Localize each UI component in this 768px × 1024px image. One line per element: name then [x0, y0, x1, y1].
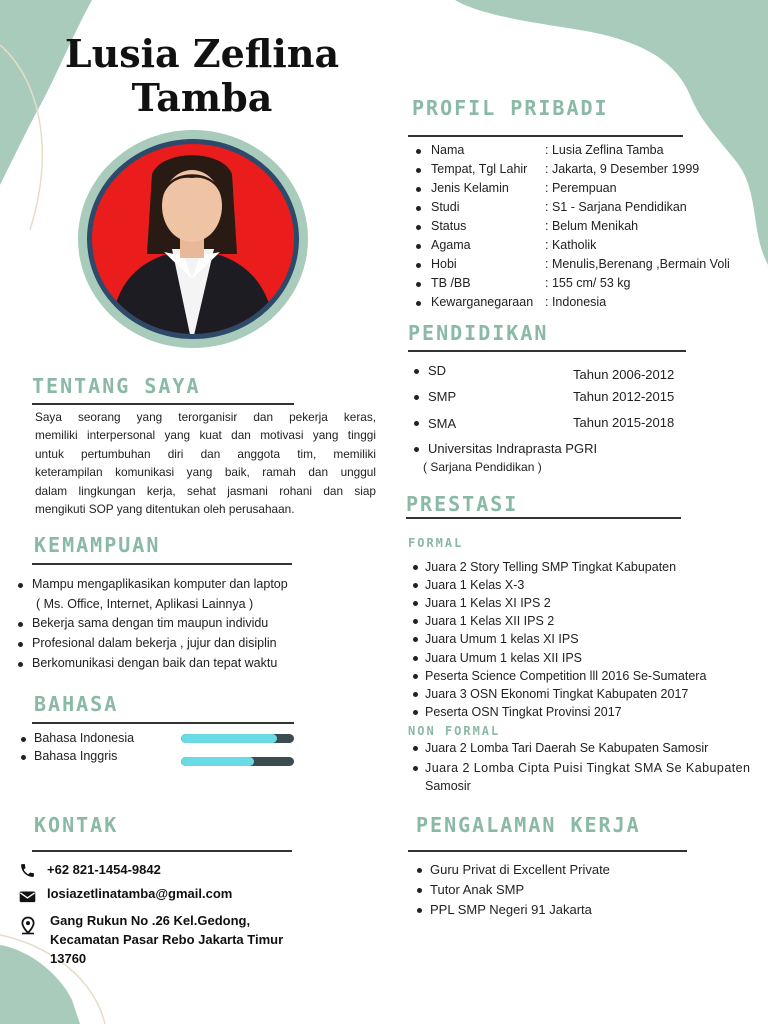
- profil-section-title: PROFIL PRIBADI: [412, 96, 609, 120]
- pengalaman-section-title: PENGALAMAN KERJA: [416, 813, 641, 837]
- profil-value: : Perempuan: [545, 181, 617, 195]
- profil-value: : Jakarta, 9 Desember 1999: [545, 162, 700, 176]
- pendidikan-divider: [408, 350, 686, 352]
- edu-level: SD: [428, 363, 447, 378]
- person-portrait-icon: [92, 144, 294, 334]
- profil-label: TB /BB: [431, 276, 471, 290]
- pendidikan-list: [408, 362, 698, 472]
- bahasa-divider: [32, 722, 294, 724]
- kontak-divider: [32, 850, 292, 852]
- achievement-item-cont: Samosir: [425, 779, 471, 793]
- profil-list: [412, 142, 762, 322]
- skill-item: Mampu mengaplikasikan komputer dan laptop: [32, 577, 288, 591]
- achievement-item: Juara 2 Story Telling SMP Tingkat Kabupaten: [425, 560, 677, 574]
- name-line-2: Tamba: [131, 75, 273, 120]
- profil-value: : Lusia Zeflina Tamba: [545, 143, 664, 157]
- profil-label: Agama: [431, 238, 471, 252]
- profil-row: [412, 199, 762, 218]
- profil-row: [412, 180, 762, 199]
- prestasi-nonformal-label: NON FORMAL: [408, 724, 501, 738]
- language-label: Bahasa Inggris: [34, 749, 118, 763]
- kemampuan-divider: [32, 563, 292, 565]
- language-level-fill: [181, 734, 277, 743]
- kontak-section-title: KONTAK: [34, 813, 119, 837]
- pendidikan-section-title: PENDIDIKAN: [408, 321, 549, 345]
- profil-label: Jenis Kelamin: [431, 181, 509, 195]
- contact-phone[interactable]: +62 821-1454-9842: [47, 862, 161, 877]
- skill-item: Bekerja sama dengan tim maupun individu: [32, 616, 269, 630]
- edu-university: Universitas Indraprasta PGRI: [428, 441, 598, 456]
- language-label: Bahasa Indonesia: [34, 731, 135, 745]
- tentang-section-title: TENTANG SAYA: [32, 374, 201, 398]
- profil-value: : Menulis,Berenang ,Bermain Voli: [545, 257, 730, 271]
- profil-value: : S1 - Sarjana Pendidikan: [545, 200, 687, 214]
- achievement-item: Juara 1 Kelas XI IPS 2: [425, 596, 551, 610]
- profile-photo: [78, 130, 308, 348]
- prestasi-divider: [406, 517, 681, 519]
- prestasi-section-title: PRESTASI: [406, 492, 519, 516]
- profil-row: [412, 275, 762, 294]
- profil-row: [412, 237, 762, 256]
- bahasa-list: [18, 730, 298, 770]
- kemampuan-list: [14, 576, 344, 676]
- kemampuan-section-title: KEMAMPUAN: [34, 533, 161, 557]
- edu-years: Tahun 2015-2018: [573, 415, 675, 430]
- profil-label: Hobi: [431, 257, 457, 271]
- skill-item: Profesional dalam bekerja , jujur dan disiplin: [32, 636, 277, 650]
- profil-label: Kewarganegaraan: [431, 295, 534, 309]
- profil-row: [412, 294, 762, 313]
- language-level-bar: [181, 757, 294, 766]
- prestasi-list: [410, 558, 765, 798]
- profil-row: [412, 218, 762, 237]
- profil-row: [412, 161, 762, 180]
- profil-row: [412, 142, 762, 161]
- prestasi-formal-label: FORMAL: [408, 536, 464, 550]
- profil-value: : Katholik: [545, 238, 597, 252]
- achievement-item: Juara 1 Kelas XII IPS 2: [425, 614, 555, 628]
- pengalaman-list: [414, 860, 714, 924]
- name-line-1: Lusia Zeflina: [64, 31, 340, 76]
- skill-item-sub: ( Ms. Office, Internet, Aplikasi Lainnya ): [36, 597, 254, 611]
- achievement-item: Juara Umum 1 kelas XII IPS: [425, 651, 583, 665]
- achievement-item: Juara 3 OSN Ekonomi Tingkat Kabupaten 2017: [425, 687, 689, 701]
- experience-item: Tutor Anak SMP: [430, 882, 525, 897]
- achievement-item: Peserta OSN Tingkat Provinsi 2017: [425, 705, 622, 719]
- candidate-name: [20, 32, 384, 120]
- contact-email[interactable]: losiazetlinatamba@gmail.com: [47, 886, 233, 901]
- edu-degree: ( Sarjana Pendidikan ): [423, 460, 542, 474]
- edu-years: Tahun 2006-2012: [573, 367, 675, 382]
- profil-label: Status: [431, 219, 467, 233]
- achievement-item: Juara 2 Lomba Tari Daerah Se Kabupaten Samosir: [425, 741, 709, 755]
- bahasa-section-title: BAHASA: [34, 692, 119, 716]
- achievement-item: Juara 2 Lomba Cipta Puisi Tingkat SMA Se Kabupaten: [425, 761, 751, 775]
- achievement-item: Juara 1 Kelas X-3: [425, 578, 525, 592]
- profil-divider: [408, 135, 683, 137]
- pengalaman-divider: [408, 850, 687, 852]
- tentang-paragraph: Saya seorang yang terorganisir dan pekerja keras, memiliki interpersonal yang kuat dan motivasi yang tinggi untuk pertumbuhan diri dan anggota tim, memiliki keterampilan komunikasi yang baik, ramah dan unggul dalam lingkungan kerja, sehat jasmani rohani dan siap mengikuti SOP yang ditentukan oleh perusahaan.: [35, 410, 376, 517]
- location-pin-icon: [20, 916, 36, 935]
- language-level-bar: [181, 734, 294, 743]
- experience-item: Guru Privat di Excellent Private: [430, 862, 610, 877]
- achievement-item: Peserta Science Competition lll 2016 Se-Sumatera: [425, 669, 707, 683]
- profil-label: Nama: [431, 143, 465, 157]
- experience-item: PPL SMP Negeri 91 Jakarta: [430, 902, 592, 917]
- edu-years: Tahun 2012-2015: [573, 389, 675, 404]
- profil-value: : Indonesia: [545, 295, 607, 309]
- achievement-item: Juara Umum 1 kelas XI IPS: [425, 632, 579, 646]
- envelope-icon: [19, 889, 36, 904]
- profil-label: Studi: [431, 200, 460, 214]
- skill-item: Berkomunikasi dengan baik dan tepat waktu: [32, 656, 278, 670]
- profil-value: : 155 cm/ 53 kg: [545, 276, 631, 290]
- edu-level: SMP: [428, 389, 457, 404]
- profil-value: : Belum Menikah: [545, 219, 639, 233]
- phone-icon: [19, 862, 36, 879]
- language-level-fill: [181, 757, 254, 766]
- profil-row: [412, 256, 762, 275]
- contact-address: Gang Rukun No .26 Kel.Gedong, Kecamatan Pasar Rebo Jakarta Timur 13760: [50, 913, 284, 966]
- edu-level: SMA: [428, 416, 457, 431]
- profil-label: Tempat, Tgl Lahir: [431, 162, 528, 176]
- tentang-divider: [32, 403, 294, 405]
